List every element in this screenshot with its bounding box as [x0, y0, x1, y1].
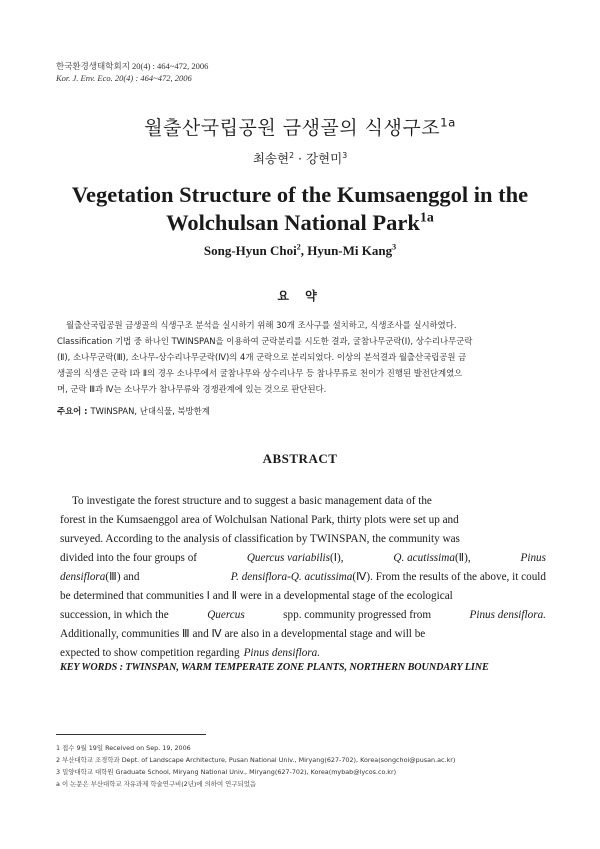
- author-2-kr: 강현미: [305, 151, 343, 166]
- korean-title-text: 월출산국립공원 금생골의 식생구조: [144, 117, 441, 139]
- english-abstract-text: expected to show competition regarding: [60, 647, 240, 659]
- korean-abstract-line: 생골의 식생은 군락 Ⅰ과 Ⅱ의 경우 소나무에서 굴참나무와 상수리나무 등 참나무류로 천이가 진행된 발전단계였으: [57, 368, 463, 378]
- english-abstract-text: (Ⅱ),: [454, 552, 471, 564]
- english-abstract-text: spp. community progressed from: [283, 609, 432, 621]
- english-abstract-text: (Ⅲ) and: [105, 571, 140, 583]
- author-separator-en: ,: [300, 243, 308, 258]
- author-1-en-mark: 2: [296, 242, 301, 252]
- english-abstract-line: [60, 568, 546, 587]
- english-abstract-text: Additionally, communities Ⅲ and Ⅳ are also in a developmental stage and will be: [60, 628, 426, 640]
- footnote: 2 부산대학교 조경학과 Dept. of Landscape Architecture, Pusan National Univ., Miryang(627-702), Korea(songchoi@pusan.ac.kr): [56, 756, 456, 764]
- korean-abstract-body: [57, 317, 547, 397]
- english-title-line-2: Wolchulsan National Park: [166, 210, 420, 235]
- korean-title-footnote-mark: 1a: [440, 115, 456, 130]
- footnote-divider: [56, 734, 206, 735]
- species-name: Quercus: [207, 609, 245, 621]
- korean-abstract-heading: 요 약: [277, 289, 323, 303]
- species-name: Q. acutissima: [393, 552, 455, 564]
- english-abstract-line: [60, 625, 546, 644]
- english-abstract-line: [60, 587, 546, 606]
- author-2-en-mark: 3: [392, 242, 397, 252]
- korean-keywords-label: 주요어 :: [57, 406, 91, 416]
- english-title-line-2-wrap: [60, 209, 540, 237]
- english-abstract-line: [60, 530, 546, 549]
- korean-keywords: [57, 405, 210, 417]
- english-abstract-line: [60, 549, 546, 568]
- korean-abstract-line: 월출산국립공원 금생골의 식생구조 분석을 실시하기 위해 30개 조사구를 설치하고, 식생조사를 실시하였다.: [66, 320, 457, 330]
- english-abstract-text: succession, in which the: [60, 609, 169, 621]
- korean-abstract-line: Classification 기법 중 하나인 TWINSPAN을 이용하여 군락분리를 시도한 결과, 굴참나무군락(Ⅰ), 상수리나무군락: [57, 336, 473, 346]
- english-keywords: KEY WORDS : TWINSPAN, WARM TEMPERATE ZONE PLANTS, NORTHERN BOUNDARY LINE: [60, 662, 489, 673]
- english-abstract-text: forest in the Kumsaenggol area of Wolchulsan National Park, thirty plots were set up and: [60, 514, 459, 526]
- english-abstract-text: To investigate the forest structure and to suggest a basic management data of the: [72, 495, 432, 507]
- english-abstract-text: (Ⅳ). From the results of the above, it could: [352, 571, 546, 583]
- author-1-kr: 최송현: [252, 151, 290, 166]
- english-abstract-line: [60, 511, 546, 530]
- species-name: P. densiflora-Q. acutissima: [230, 571, 353, 583]
- english-authors: [0, 243, 600, 259]
- journal-citation-en: Kor. J. Env. Eco. 20(4) : 464~472, 2006: [56, 73, 192, 83]
- author-1-kr-mark: 2: [289, 150, 295, 160]
- journal-citation-kr: 한국환경생태학회지 20(4) : 464~472, 2006: [56, 61, 209, 71]
- species-name: Pinus densiflora.: [469, 609, 546, 621]
- footnote: 1 접수 9월 19일 Received on Sep. 19, 2006: [56, 744, 191, 752]
- author-1-en: Song-Hyun Choi: [203, 243, 297, 258]
- english-title-footnote-mark: 1a: [419, 210, 434, 226]
- english-abstract-text: (Ⅰ),: [330, 552, 344, 564]
- author-2-kr-mark: 3: [342, 150, 348, 160]
- footnotes: [56, 742, 455, 790]
- english-abstract-text: surveyed. According to the analysis of classification by TWINSPAN, the community was: [60, 533, 460, 545]
- korean-authors: [0, 149, 600, 167]
- footnote: a 이 논문은 부산대학교 자유과제 학술연구비(2년)에 의하여 연구되었음: [56, 780, 257, 788]
- korean-title: [0, 113, 600, 140]
- english-abstract-text: be determined that communities Ⅰ and Ⅱ were in a developmental stage of the ecological: [60, 590, 453, 602]
- english-abstract-body: [60, 492, 546, 663]
- species-name: Quercus variabilis: [246, 552, 331, 564]
- author-2-en: Hyun-Mi Kang: [307, 243, 393, 258]
- english-abstract-line: [60, 644, 546, 663]
- korean-abstract-line: (Ⅱ), 소나무군락(Ⅲ), 소나무-상수리나무군락(Ⅳ)의 4개 군락으로 분리되었다. 이상의 분석결과 월출산국립공원 금: [57, 352, 467, 362]
- english-abstract-heading: ABSTRACT: [262, 451, 338, 466]
- korean-keywords-text: TWINSPAN, 난대식물, 북방한계: [90, 406, 210, 416]
- english-abstract-line: [60, 606, 546, 625]
- species-name: Pinus densiflora.: [243, 647, 321, 659]
- korean-abstract-line: 며, 군락 Ⅲ과 Ⅳ는 소나무가 참나무류와 경쟁관계에 있는 것으로 판단된다.: [57, 384, 327, 394]
- footnote: 3 밀양대학교 대학원 Graduate School, Miryang National Univ., Miryang(627-702), Korea(mybab@lycos.co.kr): [56, 768, 397, 776]
- english-abstract-line: [60, 492, 546, 511]
- journal-citation: [56, 60, 208, 84]
- species-name: Pinus: [520, 552, 546, 564]
- english-title: [60, 181, 540, 237]
- english-title-line-1: Vegetation Structure of the Kumsaenggol in the: [71, 182, 529, 207]
- english-abstract-text: divided into the four groups of: [60, 552, 198, 564]
- species-name: densiflora: [60, 571, 106, 583]
- author-separator-kr: ·: [294, 151, 306, 166]
